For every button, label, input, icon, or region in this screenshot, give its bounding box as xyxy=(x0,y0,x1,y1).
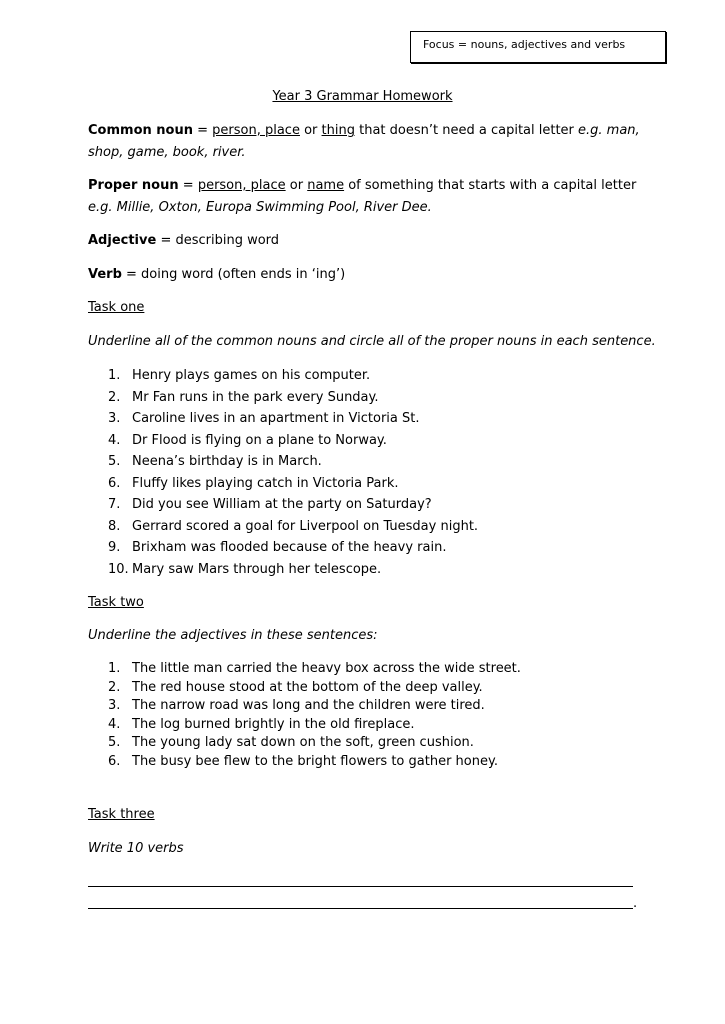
examples-text: e.g. Millie, Oxton, Europa Swimming Pool, River Dee. xyxy=(88,200,432,215)
sentence-text: The narrow road was long and the children were tired. xyxy=(132,698,485,714)
sentence-number: 4. xyxy=(108,432,121,448)
sentence-text: The log burned brightly in the old fireplace. xyxy=(132,716,415,732)
sentence-text: The young lady sat down on the soft, green cushion. xyxy=(132,735,474,751)
sentence-number: 1. xyxy=(108,661,121,676)
person-place-text: person, place xyxy=(212,123,300,138)
sentence-text: Mr Fan runs in the park every Sunday. xyxy=(132,389,379,405)
task-two-instruction: Underline the adjectives in these sentences: xyxy=(88,628,378,643)
sentence-item xyxy=(88,388,478,410)
name-text: name xyxy=(307,178,345,193)
equals-sign: = xyxy=(178,178,198,193)
sentence-item xyxy=(88,697,521,716)
definition-text: = doing word (often ends in ‘ing’) xyxy=(121,267,346,282)
sentence-number: 6. xyxy=(108,753,121,769)
proper-noun-definition xyxy=(88,175,648,219)
examples-text: e.g. man, shop, game, book, river. xyxy=(88,123,640,160)
task-one-sentence-list xyxy=(88,366,478,581)
proper-noun-term: Proper noun xyxy=(88,178,179,193)
sentence-number: 2. xyxy=(108,389,121,405)
sentence-number: 1. xyxy=(108,368,121,383)
sentence-number: 7. xyxy=(108,497,121,512)
sentence-item xyxy=(88,452,478,474)
sentence-text: Did you see William at the party on Saturday? xyxy=(132,497,432,512)
task-two-heading: Task two xyxy=(88,595,144,610)
answer-line[interactable] xyxy=(88,886,633,887)
sentence-number: 8. xyxy=(108,518,121,534)
line-end-period: . xyxy=(633,896,638,911)
definition-text: = describing word xyxy=(156,233,280,248)
sentence-number: 3. xyxy=(108,411,121,426)
sentence-item xyxy=(88,474,478,496)
adjective-definition xyxy=(88,230,648,252)
focus-box: Focus = nouns, adjectives and verbs xyxy=(410,31,666,63)
sentence-item xyxy=(88,517,478,539)
sentence-number: 5. xyxy=(108,735,121,751)
sentence-number: 6. xyxy=(108,475,121,491)
sentence-item xyxy=(88,753,521,772)
task-one-instruction: Underline all of the common nouns and circle all of the proper nouns in each sentence. xyxy=(88,334,656,349)
sentence-item xyxy=(88,538,478,560)
sentence-item xyxy=(88,366,478,388)
sentence-text: The little man carried the heavy box across the wide street. xyxy=(132,661,521,676)
sentence-text: Caroline lives in an apartment in Victoria St. xyxy=(132,411,420,426)
equals-sign: = xyxy=(192,123,213,138)
sentence-number: 9. xyxy=(108,540,121,555)
definition-text: of something that starts with a capital letter xyxy=(344,178,637,193)
sentence-text: The red house stood at the bottom of the deep valley. xyxy=(132,679,483,695)
or-text: or xyxy=(299,123,322,138)
sentence-item xyxy=(88,431,478,453)
sentence-item xyxy=(88,495,478,517)
or-text: or xyxy=(285,178,308,193)
definition-text: that doesn’t need a capital letter xyxy=(355,123,579,138)
sentence-number: 2. xyxy=(108,679,121,695)
verb-definition xyxy=(88,264,648,286)
sentence-text: Brixham was flooded because of the heavy rain. xyxy=(132,540,447,555)
sentence-text: Dr Flood is flying on a plane to Norway. xyxy=(132,432,387,448)
sentence-item xyxy=(88,716,521,735)
sentence-text: Neena’s birthday is in March. xyxy=(132,454,322,469)
answer-line[interactable] xyxy=(88,908,633,909)
sentence-item xyxy=(88,660,521,679)
sentence-number: 5. xyxy=(108,454,121,469)
sentence-text: Fluffy likes playing catch in Victoria Park. xyxy=(132,475,399,491)
sentence-text: Henry plays games on his computer. xyxy=(132,368,371,383)
person-place-text: person, place xyxy=(197,178,286,193)
task-three-heading: Task three xyxy=(88,807,155,822)
sentence-item xyxy=(88,560,478,582)
sentence-number: 3. xyxy=(108,698,121,714)
sentence-text: The busy bee flew to the bright flowers to gather honey. xyxy=(132,753,498,769)
sentence-text: Mary saw Mars through her telescope. xyxy=(132,561,382,577)
task-three-instruction: Write 10 verbs xyxy=(88,841,184,856)
common-noun-term: Common noun xyxy=(88,123,193,138)
task-one-heading: Task one xyxy=(88,300,145,315)
common-noun-definition xyxy=(88,120,648,164)
thing-text: thing xyxy=(321,123,355,138)
page-title: Year 3 Grammar Homework xyxy=(272,89,453,104)
sentence-item xyxy=(88,679,521,698)
sentence-number: 4. xyxy=(108,716,121,732)
task-two-sentence-list xyxy=(88,660,521,772)
sentence-item xyxy=(88,734,521,753)
verb-term: Verb xyxy=(88,267,122,282)
adjective-term: Adjective xyxy=(88,233,157,248)
sentence-text: Gerrard scored a goal for Liverpool on Tuesday night. xyxy=(132,518,479,534)
sentence-number: 10. xyxy=(108,561,129,577)
sentence-item xyxy=(88,409,478,431)
